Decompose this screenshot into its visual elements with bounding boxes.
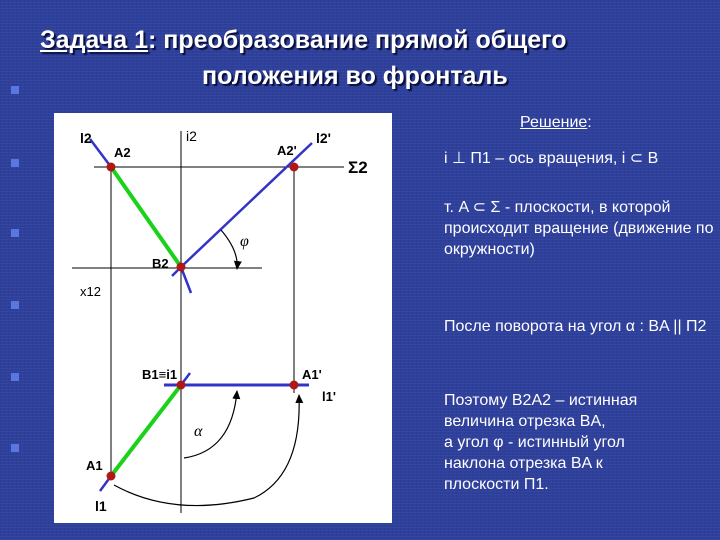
solution-heading: Решение:	[520, 114, 592, 131]
solution-paragraph-3: После поворота на угол α : BA || П2	[444, 318, 707, 335]
bullet-square	[11, 444, 19, 452]
label-sigma2: Σ2	[348, 158, 368, 177]
label-l1: l1	[95, 498, 107, 514]
point-b2	[177, 263, 186, 272]
label-b2: B2	[152, 256, 169, 271]
label-alpha: α	[194, 423, 203, 440]
label-l2-prime: l2'	[316, 130, 332, 146]
bullet-square	[11, 373, 19, 381]
alpha-arc	[184, 391, 237, 458]
point-a2-prime	[290, 163, 299, 172]
geometry-diagram	[54, 113, 392, 523]
bullet-square	[11, 229, 19, 237]
phi-arc	[221, 230, 237, 269]
label-a1: A1	[86, 458, 103, 473]
label-a2-prime: A2'	[277, 143, 297, 158]
segment-b1a1	[111, 385, 181, 476]
solution-paragraph-4: Поэтому B2A2 – истинная величина отрезка BA, а угол φ - истинный угол наклона отрезка BA к плоскости П1.	[444, 392, 638, 493]
point-a1	[107, 472, 116, 481]
label-phi: φ	[240, 233, 249, 250]
point-a2	[107, 163, 116, 172]
slide-title	[40, 22, 700, 94]
title-line2: положения во фронталь	[202, 62, 508, 90]
segment-a2b2	[111, 167, 181, 267]
diagram-svg	[54, 113, 392, 523]
label-a2: A2	[114, 145, 131, 160]
bullet-square	[11, 159, 19, 167]
label-l2: l2	[80, 130, 92, 146]
point-b1	[177, 381, 186, 390]
task-label: Задача 1	[40, 26, 148, 54]
label-i2: i2	[186, 128, 197, 144]
bullet-square	[11, 86, 19, 94]
bullet-square	[11, 301, 19, 309]
label-x12: x12	[80, 284, 101, 299]
label-a1-prime: A1'	[302, 367, 322, 382]
label-l1-prime: l1'	[322, 389, 336, 404]
title-line1: : преобразование прямой общего	[147, 26, 567, 54]
solution-paragraph-1: i ⊥ П1 – ось вращения, i ⊂ B	[444, 150, 659, 167]
solution-paragraph-2: т. A ⊂ Σ - плоскости, в которой происходит вращение (движение по окружности)	[444, 199, 714, 258]
label-b1-i1: B1≡i1	[142, 367, 178, 382]
point-a1-prime	[290, 381, 299, 390]
l2-line	[90, 139, 111, 167]
